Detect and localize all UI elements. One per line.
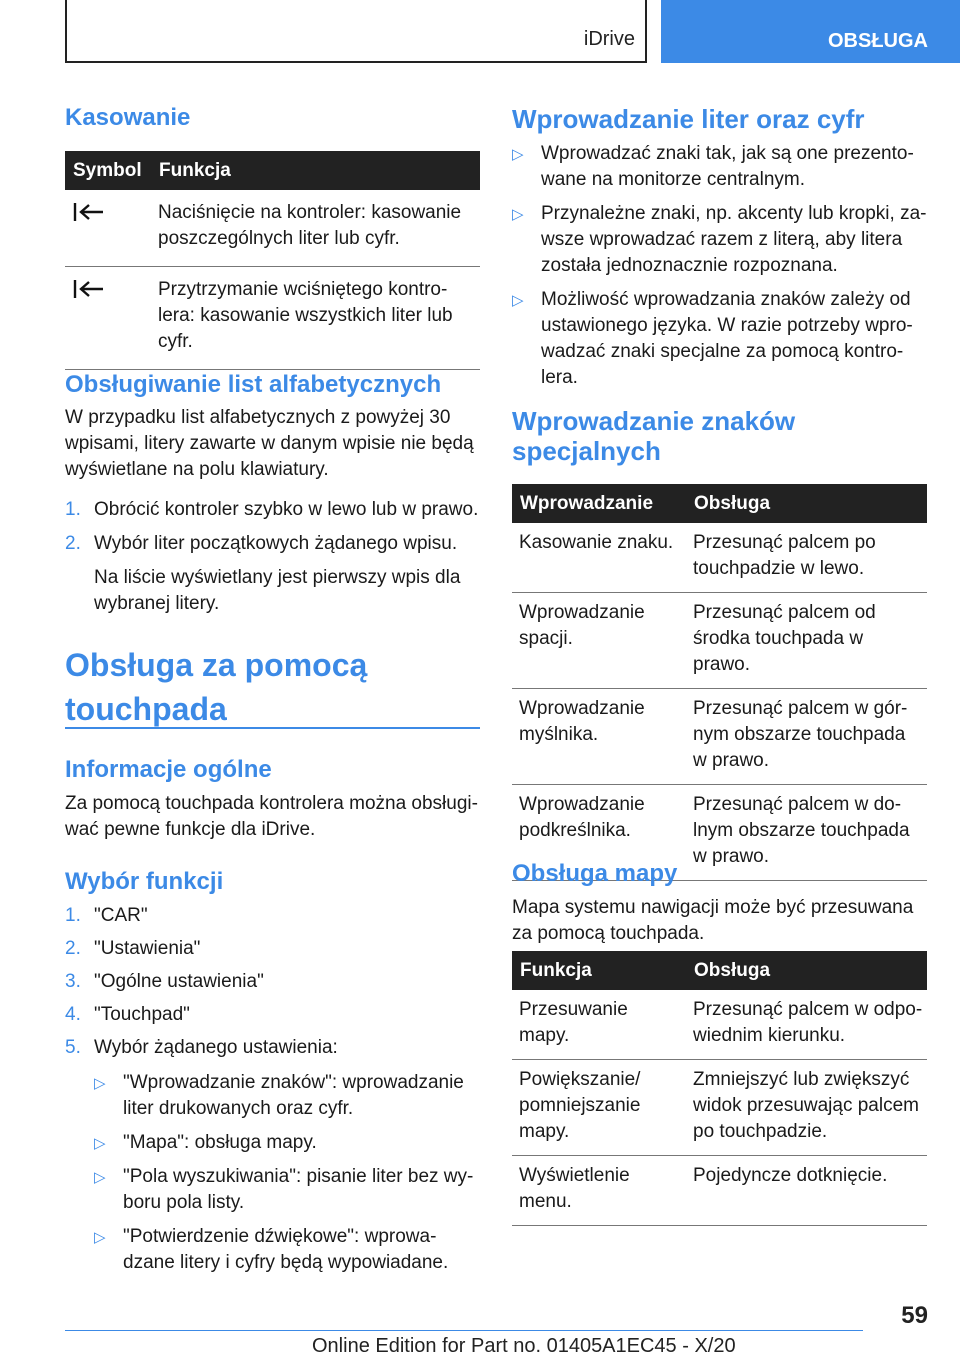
- table-row: Wprowadzanie myślnika. Przesunąć palcem w gór-nym obszarze touchpada w prawo.: [512, 689, 927, 785]
- footer-edition: Online Edition for Part no. 01405A1EC45 - X/20: [312, 1335, 736, 1357]
- triangle-bullet-icon: ▷: [512, 146, 524, 163]
- list-item: 1. "CAR": [65, 905, 148, 926]
- list-item: ▷ Możliwość wprowadzania znaków zależy od ustawionego języka. W razie potrzeby wpro-wadzać znaki specjalne za pomocą kontro-lera.: [512, 289, 913, 388]
- table-row: Wprowadzanie spacji. Przesunąć palcem od środka touchpada w prawo.: [512, 593, 927, 689]
- triangle-bullet-icon: ▷: [94, 1075, 106, 1092]
- input-bullets: [512, 141, 927, 391]
- input-header: Wprowadzanie: [512, 484, 686, 523]
- list-item: 4. "Touchpad": [65, 1004, 190, 1025]
- sub-list-item: ▷ "Wprowadzanie znaków": wprowadzanie liter drukowanych oraz cyfr.: [94, 1072, 464, 1119]
- symbol-header: Symbol: [65, 151, 151, 190]
- list-item: 1. Obrócić kontroler szybko w lewo lub w prawo.: [65, 499, 479, 520]
- footer-rule: [65, 1330, 863, 1331]
- header-section-label: iDrive: [583, 28, 635, 50]
- table-row: Wyświetlenie menu. Pojedyncze dotknięcie.: [512, 1156, 927, 1226]
- header-frame: [65, 0, 647, 63]
- alpha-steps: [65, 497, 480, 617]
- select-steps: [65, 903, 480, 1276]
- operation-header: Obsługa: [686, 484, 927, 523]
- map-table: [512, 951, 927, 1226]
- sub-list-item: ▷ "Potwierdzenie dźwiękowe": wprowa-dzane litery i cyfry będą wypowiadane.: [94, 1226, 449, 1273]
- kasowanie-title: Kasowanie: [65, 104, 191, 131]
- general-info-title: Informacje ogólne: [65, 756, 272, 783]
- triangle-bullet-icon: ▷: [512, 292, 524, 309]
- alpha-lists-text: W przypadku list alfabetycznych z powyżej 30 wpisami, litery zawarte w danym wpisie nie będą wyświetlane na polu klawiatury.: [65, 407, 474, 480]
- triangle-bullet-icon: ▷: [512, 206, 524, 223]
- alpha-note: Na liście wyświetlany jest pierwszy wpis dla wybranej litery.: [94, 567, 461, 614]
- function-header: Funkcja: [512, 951, 686, 990]
- back-delete-icon: [72, 279, 147, 299]
- table-row: Przesuwanie mapy. Przesunąć palcem w odpo-wiednim kierunku.: [512, 990, 927, 1060]
- triangle-bullet-icon: ▷: [94, 1135, 106, 1152]
- list-item: ▷ Przynależne znaki, np. akcenty lub kropki, za-wsze wprowadzać razem z literą, aby litera została jednoznacznie rozpoznana.: [512, 203, 927, 276]
- triangle-bullet-icon: ▷: [94, 1169, 106, 1186]
- map-title: Obsługa mapy: [512, 860, 678, 887]
- symbol-row-text: Przytrzymanie wciśniętego kontro-lera: kasowanie wszystkich liter lub cyfr.: [151, 267, 480, 370]
- triangle-bullet-icon: ▷: [94, 1229, 106, 1246]
- alpha-lists-title: Obsługiwanie list alfabetycznych: [65, 371, 442, 398]
- operation-header: Obsługa: [686, 951, 927, 990]
- table-row: Kasowanie znaku. Przesunąć palcem po touchpadzie w lewo.: [512, 523, 927, 593]
- map-text: Mapa systemu nawigacji może być przesuwana za pomocą touchpada.: [512, 897, 914, 944]
- input-title: Wprowadzanie liter oraz cyfr: [512, 104, 865, 134]
- page-number: 59: [901, 1302, 928, 1329]
- symbol-row-text: Naciśnięcie na kontroler: kasowanie poszczególnych liter lub cyfr.: [151, 190, 480, 267]
- general-info-text: Za pomocą touchpada kontrolera można obsługi-wać pewne funkcje dla iDrive.: [65, 793, 478, 840]
- list-item: 5. Wybór żądanego ustawienia:: [65, 1037, 338, 1058]
- special-chars-table: [512, 484, 927, 881]
- table-row: [65, 190, 480, 267]
- table-row: [65, 267, 480, 370]
- list-item: ▷ Wprowadzać znaki tak, jak są one prezento-wane na monitorze centralnym.: [512, 143, 914, 190]
- touchpad-title: Obsługa za pomocą touchpada: [65, 647, 368, 727]
- special-chars-title: Wprowadzanie znaków specjalnych: [512, 406, 796, 466]
- table-row: Wprowadzanie podkreślnika. Przesunąć palcem w do-lnym obszarze touchpada w prawo.: [512, 785, 927, 881]
- list-item: 3. "Ogólne ustawienia": [65, 971, 264, 992]
- header-chapter-tab: OBSŁUGA: [661, 0, 960, 63]
- back-delete-icon: [72, 202, 147, 222]
- sub-list-item: ▷ "Pola wyszukiwania": pisanie liter bez wy-boru pola listy.: [94, 1166, 474, 1213]
- list-item: 2. "Ustawienia": [65, 938, 201, 959]
- function-header: Funkcja: [151, 151, 480, 190]
- select-function-title: Wybór funkcji: [65, 868, 224, 895]
- sub-list-item: ▷ "Mapa": obsługa mapy.: [65, 1130, 480, 1156]
- table-row: Powiększanie/ pomniejszanie mapy. Zmniejszyć lub zwiększyć widok przesuwając palcem po touchpadzie.: [512, 1060, 927, 1156]
- symbol-table: [65, 151, 480, 370]
- list-item: 2. Wybór liter początkowych żądanego wpisu.: [65, 533, 458, 554]
- title-underline: [65, 727, 480, 729]
